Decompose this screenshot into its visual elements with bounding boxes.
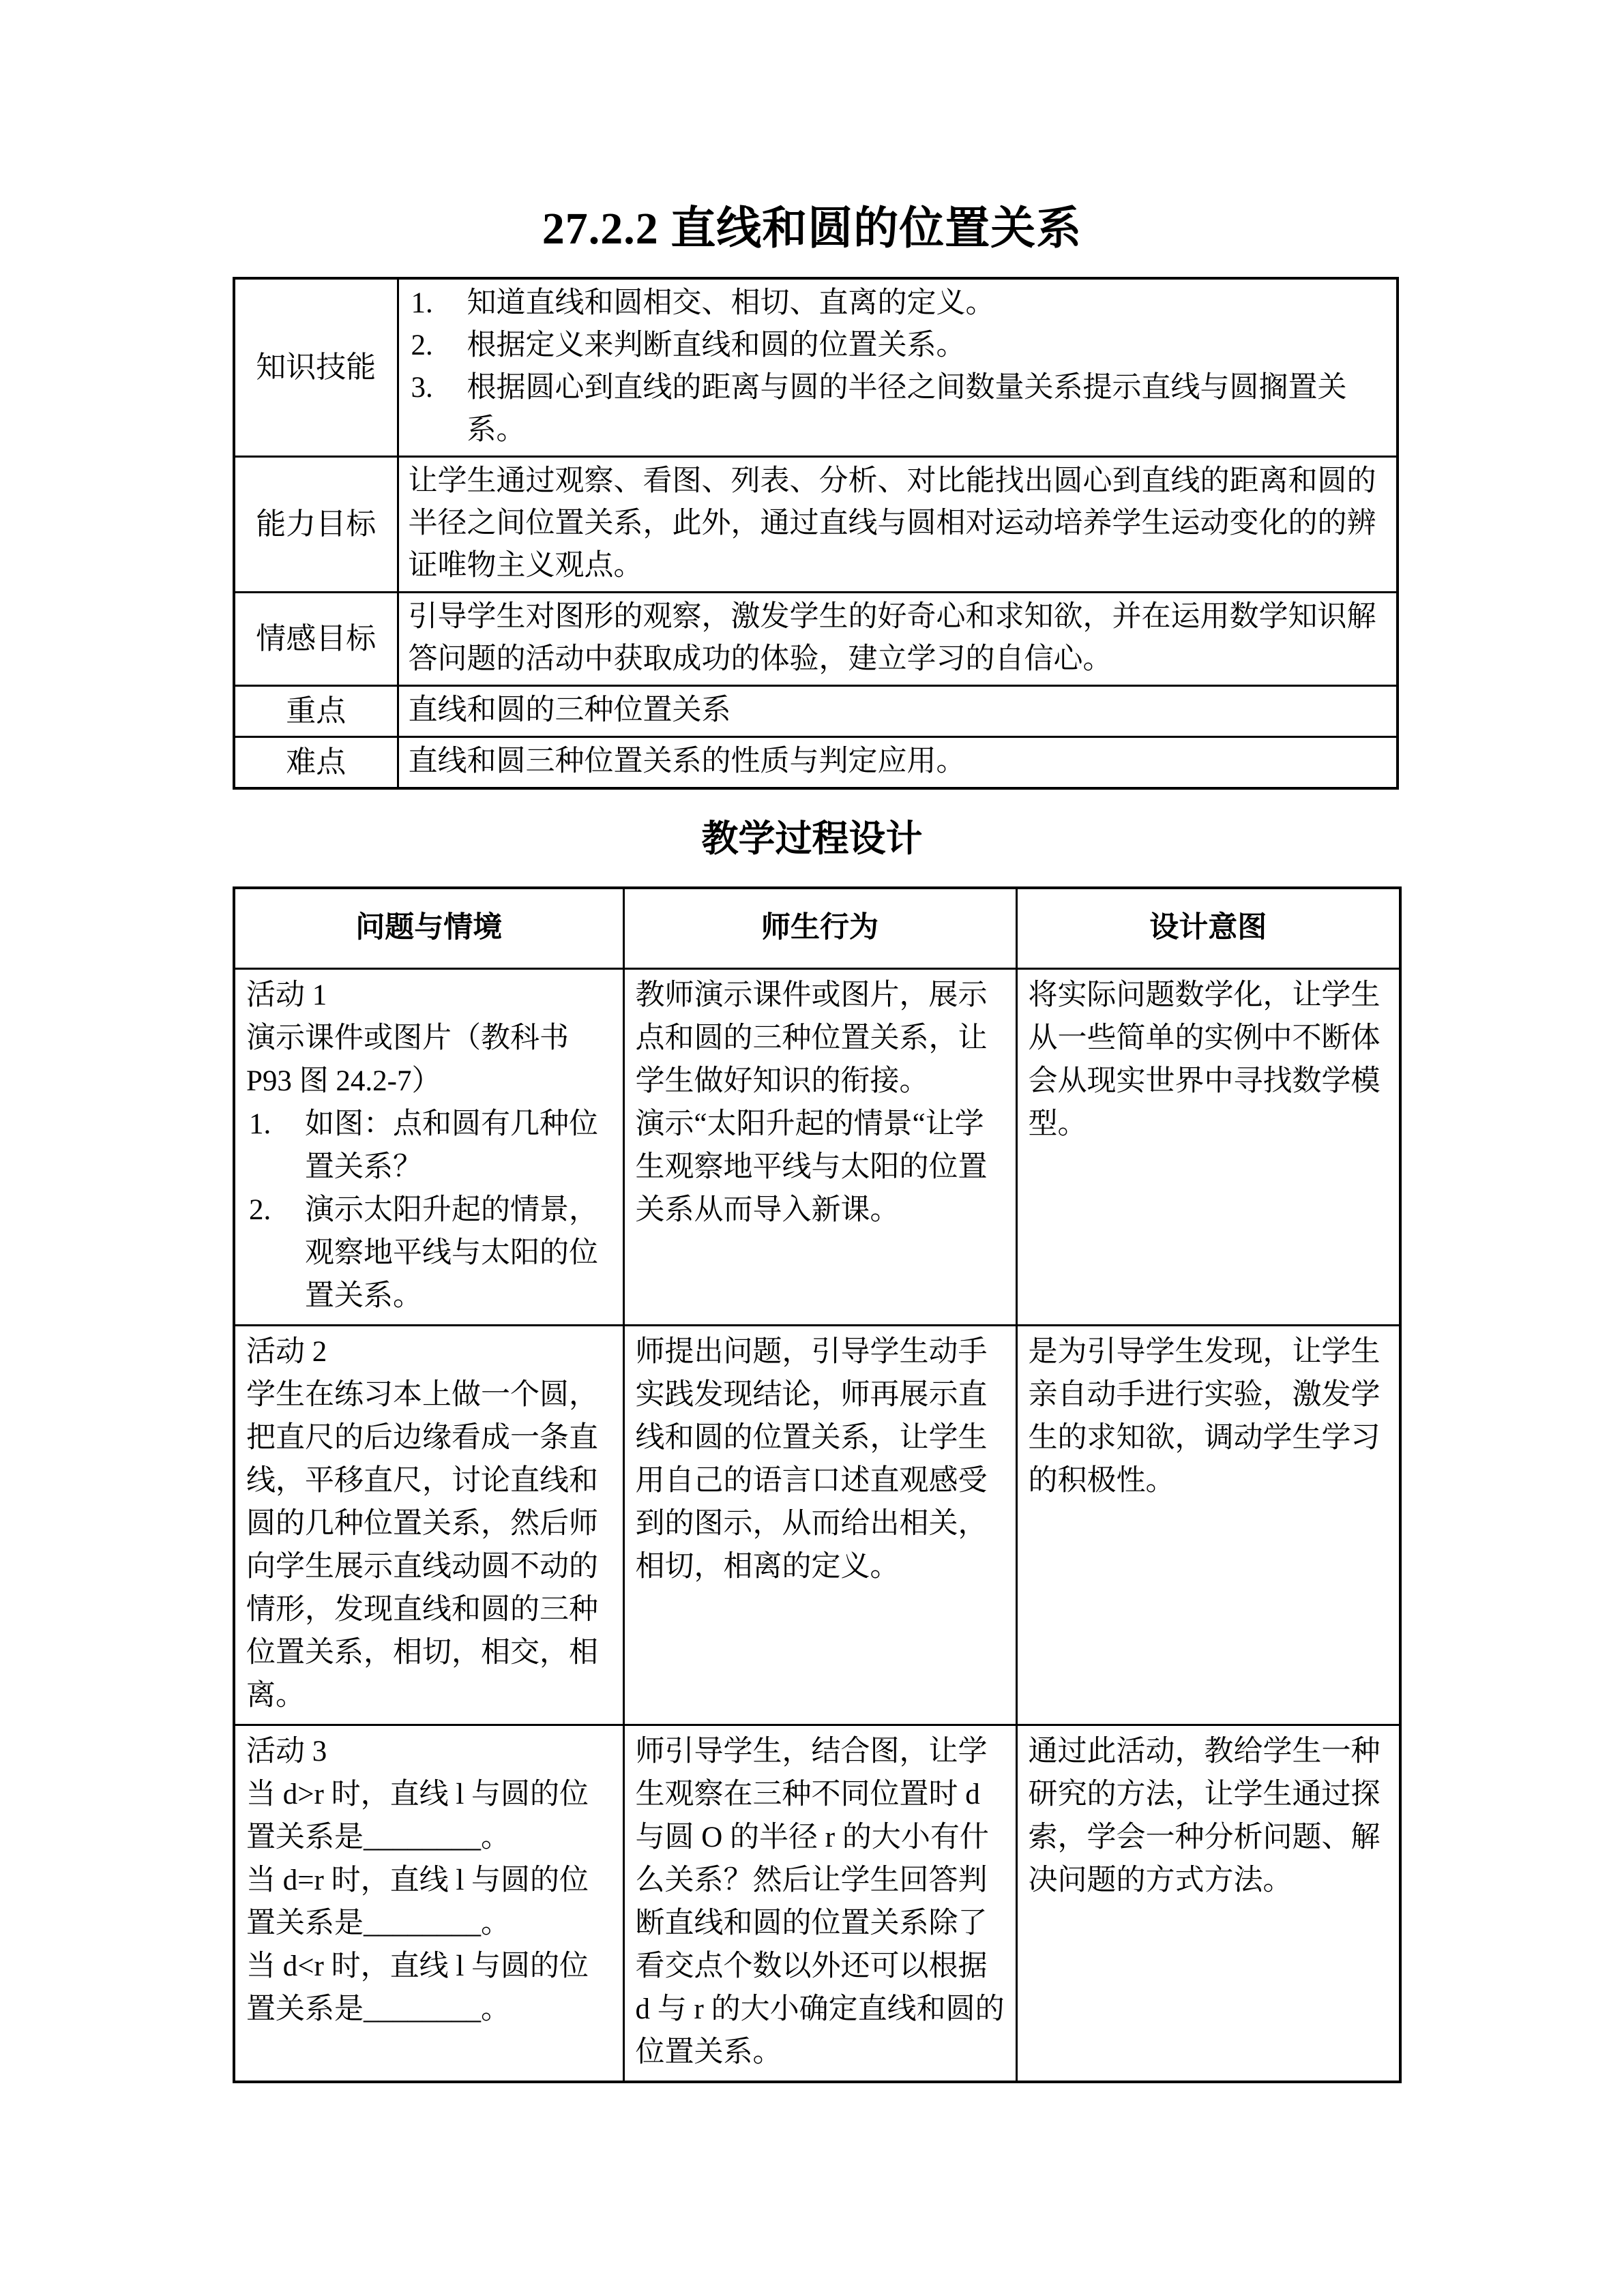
row-label-difficult-point: 难点 — [234, 737, 398, 789]
activity1-situation-cell — [234, 968, 623, 1325]
activity2-situation-cell — [234, 1325, 623, 1725]
fill-blank-line: 当 d>r 时，直线 l 与圆的位置关系是________。 — [246, 1778, 589, 1853]
list-item — [246, 1103, 615, 1189]
activity-label: 活动 2 — [246, 1335, 327, 1368]
list-item-text: 演示太阳升起的情景，观察地平线与太阳的位置关系。 — [305, 1193, 598, 1312]
behavior-paragraph: 师提出问题，引导学生动手实践发现结论，师再展示直线和圆的位置关系，让学生用自己的语言口述直观感受到的图示，从而给出相关，相切，相离的定义。 — [635, 1335, 988, 1583]
table-row-activity3 — [234, 1725, 1400, 2082]
activity-label: 活动 3 — [246, 1735, 327, 1768]
list-item-text: 根据定义来判断直线和圆的位置关系。 — [467, 329, 966, 361]
activity-label: 活动 1 — [246, 979, 327, 1011]
fill-blank-line: 当 d=r 时，直线 l 与圆的位置关系是________。 — [246, 1864, 589, 1939]
row-label-key-point: 重点 — [234, 686, 398, 737]
activity3-situation-cell — [234, 1725, 623, 2082]
table-header-row — [234, 888, 1400, 968]
row-label-knowledge-skills: 知识技能 — [234, 278, 398, 457]
table-row — [234, 737, 1398, 789]
table-row — [234, 686, 1398, 737]
knowledge-skills-content — [398, 278, 1398, 457]
activity2-intent-cell: 是为引导学生发现，让学生亲自动手进行实验，激发学生的求知欲，调动学生学习的积极性。 — [1016, 1325, 1400, 1725]
activity2-behavior-cell — [623, 1325, 1016, 1725]
activity1-situation-intro: 演示课件或图片（教科书 P93 图 24.2-7） — [246, 1022, 569, 1097]
activity3-intent-cell: 通过此活动，教给学生一种研究的方法，让学生通过探索，学会一种分析问题、解决问题的方式方法。 — [1016, 1725, 1400, 2082]
section-heading: 教学过程设计 — [701, 818, 923, 859]
behavior-paragraph: 教师演示课件或图片，展示点和圆的三种位置关系，让学生做好知识的衔接。 — [635, 979, 988, 1097]
behavior-paragraph: 师引导学生，结合图，让学生观察在三种不同位置时 d 与圆 O 的半径 r 的大小有什么关系？然后让学生回答判断直线和圆的位置关系除了看交点个数以外还可以根据 d 与 r 的大小确定直线和圆的位置关系。 — [635, 1735, 1005, 2068]
row-label-emotion-goal: 情感目标 — [234, 593, 398, 686]
list-item — [409, 367, 1386, 451]
list-item-text: 如图：点和圆有几种位置关系？ — [305, 1107, 598, 1183]
list-item — [246, 1189, 615, 1317]
fill-blank-line: 当 d<r 时，直线 l 与圆的位置关系是________。 — [246, 1950, 589, 2025]
process-table — [233, 886, 1402, 2083]
activity1-intent-cell: 将实际问题数学化，让学生从一些简单的实例中不断体会从现实世界中寻找数学模型。 — [1016, 968, 1400, 1325]
list-item-number: 2. — [249, 1193, 271, 1226]
list-item-number: 2. — [411, 329, 433, 361]
list-item — [409, 325, 1386, 367]
activity3-behavior-cell — [623, 1725, 1016, 2082]
activity2-situation-text: 学生在练习本上做一个圆，把直尺的后边缘看成一条直线，平移直尺，讨论直线和圆的几种位置关系，然后师向学生展示直线动圆不动的情形，发现直线和圆的三种位置关系，相切，相交，相离。 — [246, 1378, 598, 1712]
header-teacher-student-behavior: 师生行为 — [623, 888, 1016, 968]
table-row — [234, 278, 1398, 457]
objectives-table — [233, 277, 1399, 790]
difficult-point-content: 直线和圆三种位置关系的性质与判定应用。 — [398, 737, 1398, 789]
behavior-paragraph: 演示“太阳升起的情景“让学生观察地平线与太阳的位置关系从而导入新课。 — [635, 1107, 988, 1226]
list-item-number: 1. — [411, 287, 433, 319]
header-problem-situation: 问题与情境 — [234, 888, 623, 968]
table-row — [234, 457, 1398, 593]
emotion-goal-content: 引导学生对图形的观察，激发学生的好奇心和求知欲，并在运用数学知识解答问题的活动中获取成功的体验，建立学习的自信心。 — [398, 593, 1398, 686]
page-title: 27.2.2 直线和圆的位置关系 — [542, 204, 1082, 254]
list-item-text: 知道直线和圆相交、相切、直离的定义。 — [467, 287, 995, 319]
table-row-activity1 — [234, 968, 1400, 1325]
header-design-intent: 设计意图 — [1016, 888, 1400, 968]
list-item — [409, 282, 1386, 325]
list-item-number: 1. — [249, 1107, 271, 1140]
list-item-text: 根据圆心到直线的距离与圆的半径之间数量关系提示直线与圆搁置关系。 — [467, 372, 1347, 446]
list-item-number: 3. — [411, 372, 433, 404]
activity1-behavior-cell — [623, 968, 1016, 1325]
table-row — [234, 593, 1398, 686]
key-point-content: 直线和圆的三种位置关系 — [398, 686, 1398, 737]
ability-goal-content: 让学生通过观察、看图、列表、分析、对比能找出圆心到直线的距离和圆的半径之间位置关系，此外，通过直线与圆相对运动培养学生运动变化的的辨证唯物主义观点。 — [398, 457, 1398, 593]
table-row-activity2 — [234, 1325, 1400, 1725]
row-label-ability-goal: 能力目标 — [234, 457, 398, 593]
